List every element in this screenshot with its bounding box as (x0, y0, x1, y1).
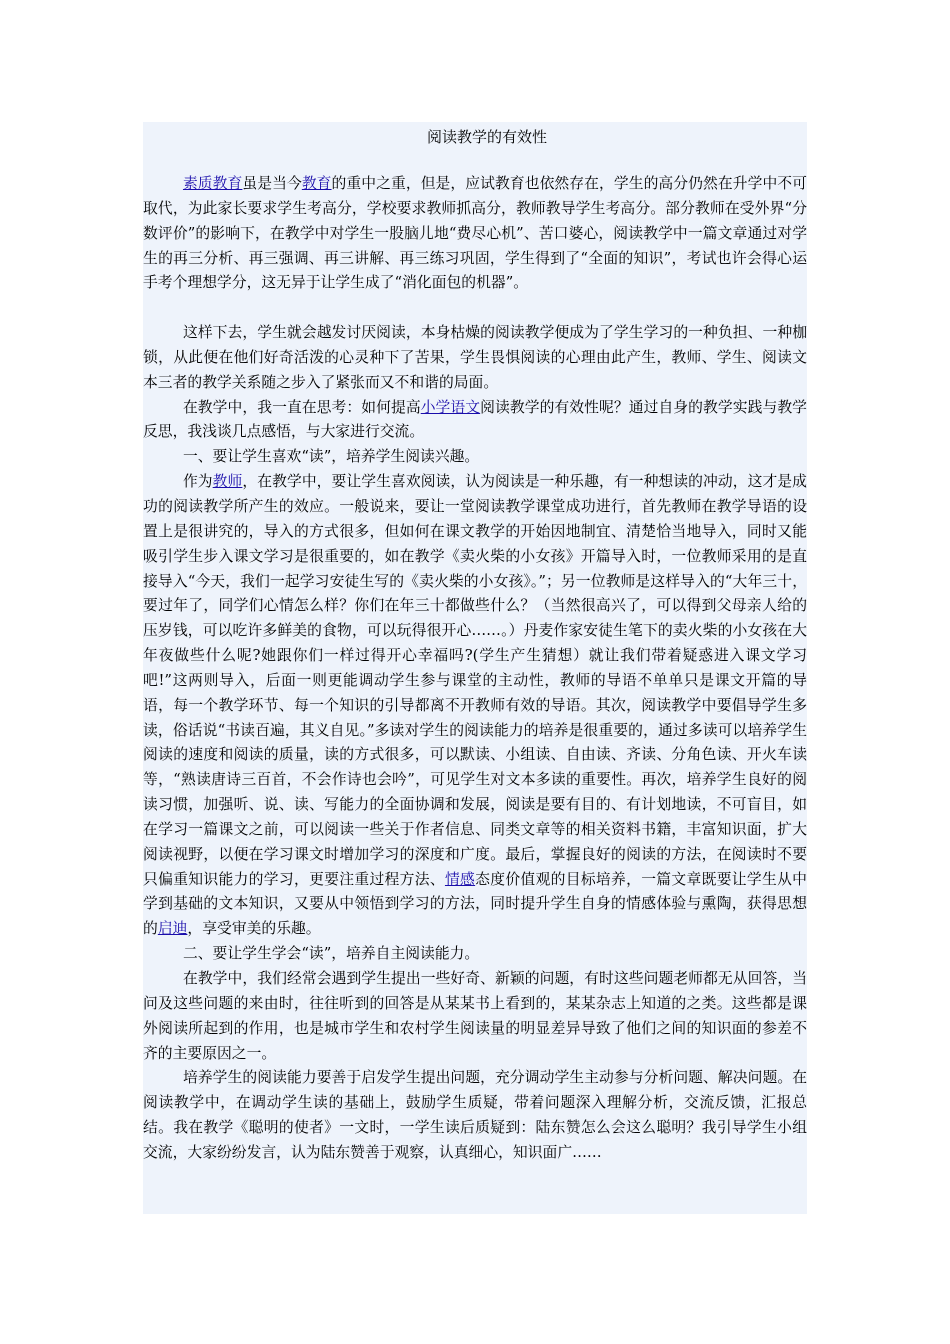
keyword-link[interactable]: 教师 (212, 473, 243, 491)
paragraph (143, 942, 807, 967)
paragraph-text: ，享受审美的乐趣。 (187, 920, 321, 938)
paragraph (143, 967, 807, 1066)
paragraph (143, 445, 807, 470)
paragraph (143, 470, 807, 942)
document-title: 阅读教学的有效性 (426, 128, 547, 146)
paragraph-text: 态度价值观的目标培养，一篇文章既要让学生从中学到基础的文本知识，又要从中领悟到学习的方法，同时提升学生自身的情感体验与熏陶，获得思想的 (143, 870, 807, 938)
paragraph-text: 在教学中，我们经常会遇到学生提出一些好奇、新颖的问题，有时这些问题老师都无从回答，当问及这些问题的来由时，往往听到的回答是从某某书上看到的，某某杂志上知道的之类。这些都是课外阅读所起到的作用，也是城市学生和农村学生阅读量的明显差异导致了他们之间的知识面的参差不齐的主要原因之一。 (143, 970, 807, 1062)
document-page (143, 122, 807, 1214)
keyword-link[interactable]: 素质教育 (182, 175, 243, 192)
paragraph (143, 321, 807, 396)
paragraph-spacer (143, 296, 807, 321)
paragraph (143, 1066, 807, 1165)
paragraph (143, 172, 807, 296)
paragraph-text: 在教学中，我一直在思考：如何提高 (182, 398, 421, 416)
keyword-link[interactable]: 情感 (444, 870, 476, 888)
keyword-link[interactable]: 启迪 (157, 920, 188, 938)
paragraph-text: 二、要让学生学会“读”，培养自主阅读能力。 (182, 945, 480, 963)
paragraph-text: 作为 (182, 473, 213, 491)
paragraph-text: 培养学生的阅读能力要善于启发学生提出问题，充分调动学生主动参与分析问题、解决问题。在阅读教学中，在调动学生读的基础上，鼓励学生质疑，带着问题深入理解分析，交流反馈，汇报总结。我在教学《聪明的使者》一文时，一学生读后质疑到：陆东赞怎么会这么聪明？我引导学生小组交流，大家纷纷发言，认为陆东赞善于观察，认真细心，知识面广…… (143, 1069, 807, 1161)
keyword-link[interactable]: 教育 (301, 175, 332, 192)
paragraph-text: 的重中之重，但是，应试教育也依然存在，学生的高分仍然在升学中不可取代，为此家长要求学生考高分，学校要求教师抓高分，教师教导学生考高分。部分教师在受外界“分数评价”的影响下，在教学中对学生一股脑儿地“费尽心机”、苦口婆心，阅读教学中一篇文章通过对学生的再三分析、再三强调、再三讲解、再三练习巩固，学生得到了“全面的知识”，考试也许会得心运手考个理想学分，这无异于让学生成了“消化面包的机器”。 (143, 175, 807, 292)
paragraph-text: 这样下去，学生就会越发讨厌阅读，本身枯燥的阅读教学便成为了学生学习的一种负担、一种枷锁，从此便在他们好奇活泼的心灵种下了苦果，学生畏惧阅读的心理由此产生，教师、学生、阅读文本三者的教学关系随之步入了紧张而又不和谐的局面。 (143, 324, 807, 391)
keyword-link[interactable]: 小学语文 (420, 398, 481, 416)
paragraph-text: 一、要让学生喜欢“读”，培养学生阅读兴趣。 (182, 448, 480, 466)
paragraph-text: ，在教学中，要让学生喜欢阅读，认为阅读是一种乐趣，有一种想读的冲动，这才是成功的阅读教学所产生的效应。一般说来，要让一堂阅读教学课堂成功进行，首先教师在教学导语的设置上是很讲究的，导入的方式很多，但如何在课文教学的开始因地制宜、清楚恰当地导入，同时又能吸引学生步入课文学习是很重要的，如在教学《卖火柴的小女孩》开篇导入时，一位教师采用的是直接导入“今天，我们一起学习安徒生写的《卖火柴的小女孩》。”；另一位教师是这样导入的“大年三十，要过年了，同学们心情怎么样？你们在年三十都做些什么？（当然很高兴了，可以得到父母亲人给的压岁钱，可以吃许多鲜美的食物，可以玩得很开心……。）丹麦作家安徒生笔下的卖火柴的小女孩在大年夜做些什么呢?她跟你们一样过得开心幸福吗?(学生产生猜想）就让我们带着疑惑进入课文学习吧!”这两则导入，后面一则更能调动学生参与课堂的主动性，教师的导语不单单只是课文开篇的导语，每一个教学环节、每一个知识的引导都离不开教师有效的导语。其次，阅读教学中要倡导学生多读，俗话说“书读百遍，其义自见。”多读对学生的阅读能力的培养是很重要的，通过多读可以培养学生阅读的速度和阅读的质量，读的方式很多，可以默读、小组读、自由读、齐读、分角色读、开火车读等，“熟读唐诗三百首，不会作诗也会吟”，可见学生对文本多读的重要性。再次，培养学生良好的阅读习惯，加强听、说、读、写能力的全面协调和发展，阅读是要有目的、有计划地读，不可盲目，如在学习一篇课文之前，可以阅读一些关于作者信息、同类文章等的相关资料书籍，丰富知识面，扩大阅读视野，以便在学习课文时增加学习的深度和广度。最后，掌握良好的阅读的方法，在阅读时不要只偏重知识能力的学习，更要注重过程方法、 (143, 473, 807, 888)
document-body (143, 172, 807, 1166)
paragraph (143, 396, 807, 446)
paragraph-text: 虽是当今 (242, 175, 302, 192)
paragraph-text: 阅读教学的有效性呢？通过自身的教学实践与教学反思，我浅谈几点感悟，与大家进行交流。 (143, 398, 807, 441)
